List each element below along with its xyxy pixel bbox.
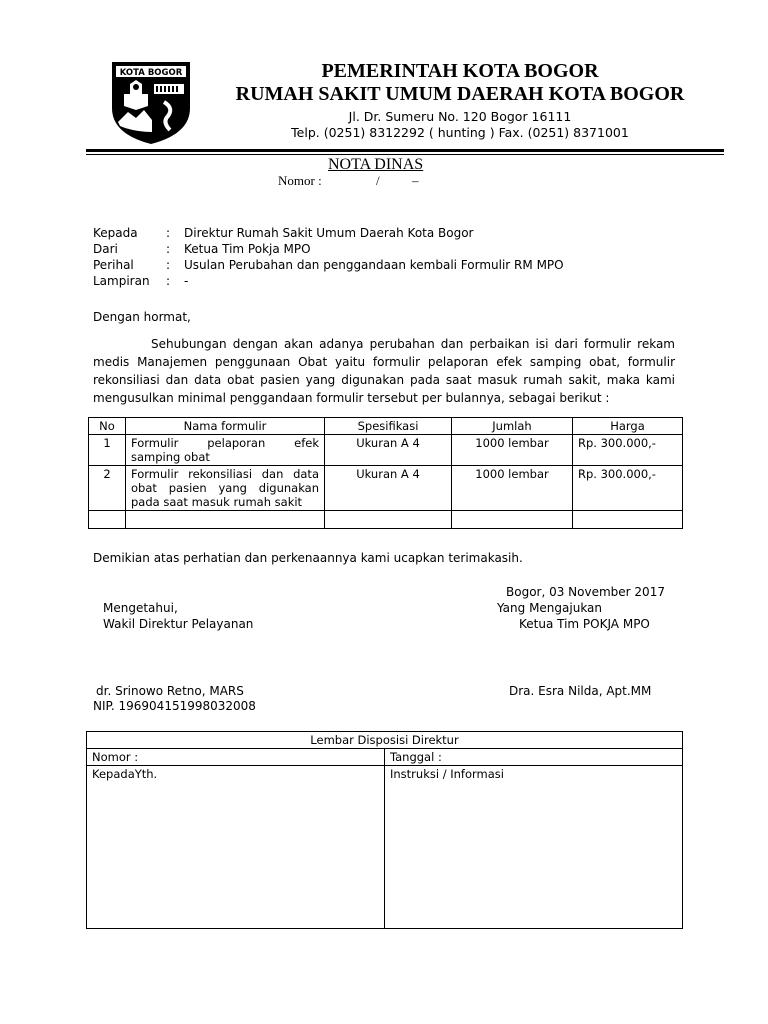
disposition-number: Nomor : <box>87 749 385 766</box>
items-table <box>88 417 683 529</box>
cell-spec: Ukuran A 4 <box>325 435 452 466</box>
date-line: Bogor, 03 November 2017 <box>506 585 665 599</box>
disposition-title: Lembar Disposisi Direktur <box>87 732 683 749</box>
header-phone: Telp. (0251) 8312292 ( hunting ) Fax. (0251) 8371001 <box>291 125 629 140</box>
memo-number-label: Nomor : <box>278 173 322 188</box>
meta-value-kepada: Direktur Rumah Sakit Umum Daerah Kota Bogor <box>184 226 474 240</box>
cell-price: Rp. 300.000,- <box>573 466 683 511</box>
meta-value-perihal: Usulan Perubahan dan penggandaan kembali Formulir RM MPO <box>184 258 564 272</box>
cell-qty: 1000 lembar <box>452 435 573 466</box>
header-hospital: RUMAH SAKIT UMUM DAERAH KOTA BOGOR <box>235 83 685 105</box>
header-address: Jl. Dr. Sumeru No. 120 Bogor 16111 <box>348 109 572 124</box>
memo-number-dash: – <box>412 173 419 188</box>
acknowledged-title: Wakil Direktur Pelayanan <box>103 617 254 631</box>
cell-spec: Ukuran A 4 <box>325 466 452 511</box>
cell-name: Formulir pelaporan efek samping obat <box>126 435 325 466</box>
cell-name: Formulir rekonsiliasi dan data obat pasien yang digunakan pada saat masuk rumah sakit <box>126 466 325 511</box>
meta-key-lampiran: Lampiran <box>93 274 150 288</box>
signatory-right-name: Dra. Esra Nilda, Apt.MM <box>509 684 652 698</box>
logo-text: KOTA BOGOR <box>119 68 183 78</box>
meta-key-kepada: Kepada <box>93 226 138 240</box>
memo-number-slash: / <box>376 173 380 188</box>
cell-empty <box>452 511 573 529</box>
signatory-left-name: dr. Srinowo Retno, MARS <box>96 684 244 698</box>
table-row <box>89 466 683 511</box>
city-logo <box>108 60 194 146</box>
header-government: PEMERINTAH KOTA BOGOR <box>321 60 599 82</box>
cell-empty <box>89 511 126 529</box>
memo-title: NOTA DINAS <box>328 156 424 173</box>
greeting: Dengan hormat, <box>93 310 191 324</box>
disposition-recipient: KepadaYth. <box>87 766 385 929</box>
meta-colon: : <box>166 226 171 240</box>
cell-no: 1 <box>89 435 126 466</box>
col-header-qty: Jumlah <box>452 418 573 435</box>
body-paragraph: Sehubungan dengan akan adanya perubahan dan perbaikan isi dari formulir rekam medis Manajemen penggunaan Obat yaitu formulir pelaporan efek samping obat, formulir rekonsiliasi dan data obat pasien yang digunakan pada saat masuk rumah sakit, maka kami mengusulkan minimal penggandaan formulir tersebut per bulannya, sebagai berikut : <box>93 337 675 405</box>
meta-value-lampiran: - <box>184 274 189 288</box>
meta-colon: : <box>166 274 171 288</box>
cell-no: 2 <box>89 466 126 511</box>
header-divider-thin <box>86 154 724 155</box>
header-divider-thick <box>86 149 724 152</box>
meta-value-dari: Ketua Tim Pokja MPO <box>184 242 311 256</box>
meta-colon: : <box>166 242 171 256</box>
submitter-label: Yang Mengajukan <box>497 601 603 615</box>
cell-qty: 1000 lembar <box>452 466 573 511</box>
disposition-box <box>86 731 683 929</box>
acknowledged-label: Mengetahui, <box>103 601 178 615</box>
meta-key-perihal: Perihal <box>93 258 134 272</box>
signatory-left-nip: NIP. 196904151998032008 <box>93 699 256 713</box>
meta-key-dari: Dari <box>93 242 118 256</box>
col-header-no: No <box>89 418 126 435</box>
col-header-name: Nama formulir <box>126 418 325 435</box>
table-row-empty <box>89 511 683 529</box>
cell-price: Rp. 300.000,- <box>573 435 683 466</box>
disposition-instruction: Instruksi / Informasi <box>385 766 683 929</box>
cell-empty <box>573 511 683 529</box>
col-header-price: Harga <box>573 418 683 435</box>
table-row <box>89 435 683 466</box>
closing-sentence: Demikian atas perhatian dan perkenaannya kami ucapkan terimakasih. <box>93 551 523 565</box>
submitter-title: Ketua Tim POKJA MPO <box>519 617 650 631</box>
col-header-spec: Spesifikasi <box>325 418 452 435</box>
disposition-date: Tanggal : <box>385 749 683 766</box>
cell-empty <box>325 511 452 529</box>
meta-colon: : <box>166 258 171 272</box>
cell-empty <box>126 511 325 529</box>
table-header-row <box>89 418 683 435</box>
